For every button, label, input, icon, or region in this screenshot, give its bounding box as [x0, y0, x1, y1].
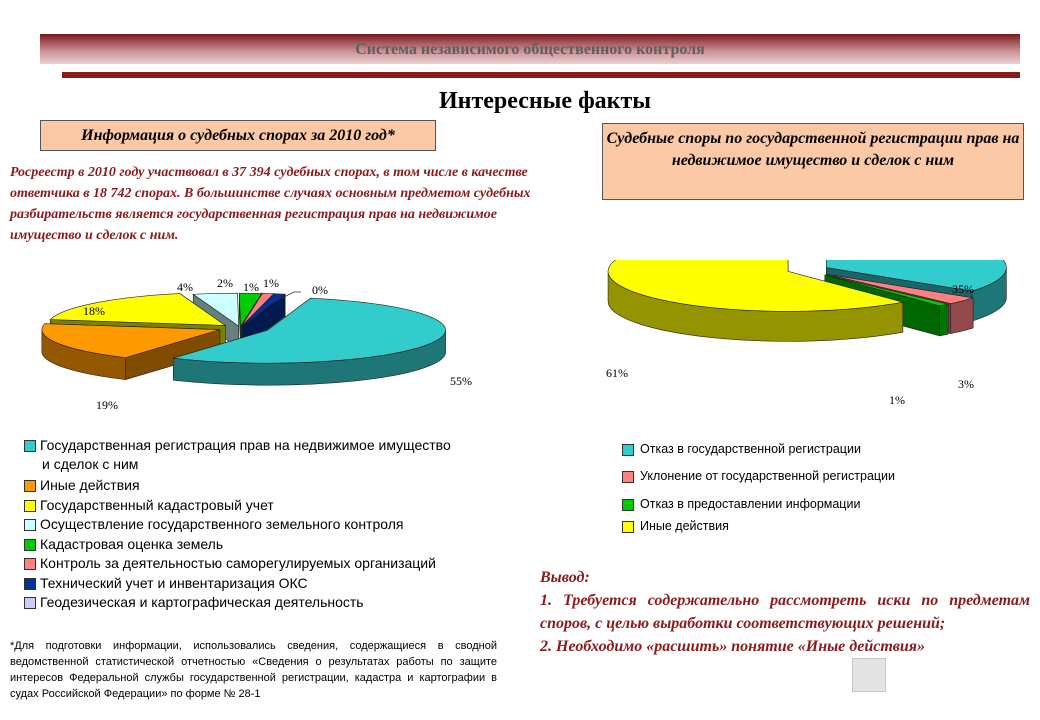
legend-label: Иные действия: [640, 519, 729, 533]
legend-label: Уклонение от государственной регистрации: [640, 469, 896, 483]
conclusion-item: 2. Необходимо «расшить» понятие «Иные действия»: [540, 638, 926, 655]
legend-swatch: [622, 499, 634, 511]
pie-value-label: 4%: [177, 280, 193, 294]
footnote: *Для подготовки информации, использовались сведения, содержащиеся в сводной ведомственной статистической отчетностью «Сведения о результатах работы по защите интересов Федеральной службы государственной регистрации, кадастра и картографии в судах Российской Федерации» по форме № 28-1: [10, 640, 497, 700]
right-section-title: Судебные споры по государственной регистрации прав на недвижимое имущество и сделок с ним: [602, 123, 1024, 200]
legend-label: Государственная регистрация прав на недвижимое имущество: [40, 437, 451, 453]
pie-value-label: 55%: [450, 374, 472, 388]
pie-value-label: 18%: [83, 304, 105, 318]
pie-value-label: 2%: [217, 276, 233, 290]
page-title: Интересные факты: [438, 88, 652, 114]
legend-swatch: [24, 597, 36, 609]
legend-swatch: [24, 440, 36, 452]
legend-swatch: [24, 539, 36, 551]
left-legend: [24, 436, 524, 616]
legend-item: [24, 593, 364, 612]
legend-item: [622, 519, 729, 533]
legend-label: Отказ в предоставлении информации: [640, 497, 861, 511]
legend-label: Государственный кадастровый учет: [40, 497, 274, 513]
navigation-icon[interactable]: [852, 658, 886, 692]
conclusion-heading: Вывод:: [540, 569, 590, 586]
legend-item: [622, 442, 861, 456]
legend-swatch: [24, 578, 36, 590]
legend-label: Иные действия: [40, 477, 140, 493]
legend-label: Отказ в государственной регистрации: [640, 442, 861, 456]
legend-swatch: [622, 471, 634, 483]
legend-item: [24, 574, 308, 593]
legend-item: [24, 554, 436, 573]
intro-text: Росреестр в 2010 году участвовал в 37 394 судебных спорах, в том числе в качестве ответчика в 18 742 спорах. В большинстве случаях основным предметом судебных разбирательств является государственная регистрация прав на недвижимое имущество и сделок с ним.: [10, 165, 531, 243]
pie-value-label: 19%: [96, 398, 118, 412]
legend-swatch: [24, 519, 36, 531]
system-title: Система независимого общественного контроля: [355, 41, 705, 58]
legend-item: [24, 476, 140, 495]
left-section-title: Информация о судебных спорах за 2010 год*: [40, 120, 436, 151]
right-legend: [622, 442, 1022, 542]
legend-label: Кадастровая оценка земель: [40, 536, 224, 552]
conclusion-item: 1. Требуется содержательно рассмотреть иски по предметам споров, с целью выработки соответствующих решений;: [540, 592, 1030, 632]
legend-label: Геодезическая и картографическая деятельность: [40, 594, 364, 610]
pie-slice-side: [951, 298, 973, 334]
legend-swatch: [24, 500, 36, 512]
pie-value-label: 35%: [952, 282, 974, 296]
legend-swatch: [622, 521, 634, 533]
legend-swatch: [24, 480, 36, 492]
legend-label: Технический учет и инвентаризация ОКС: [40, 575, 308, 591]
legend-label: Контроль за деятельностью саморегулируемых организаций: [40, 555, 436, 571]
legend-swatch: [24, 558, 36, 570]
pie-value-label: 0%: [312, 283, 328, 297]
left-pie-chart: [0, 270, 520, 430]
right-pie-group: [606, 260, 1006, 407]
pie-value-label: 1%: [263, 276, 279, 290]
pie-value-label: 3%: [958, 377, 974, 391]
legend-item: [24, 535, 223, 554]
legend-item: [24, 436, 451, 474]
legend-swatch: [622, 444, 634, 456]
legend-label: и сделок с ним: [42, 456, 139, 472]
pie-value-label: 1%: [243, 280, 259, 294]
legend-item: [622, 469, 895, 483]
legend-item: [622, 497, 860, 511]
legend-label: Осуществление государственного земельного контроля: [40, 516, 404, 532]
right-pie-chart: [560, 260, 1030, 410]
pie-value-label: 1%: [889, 393, 905, 407]
legend-item: [24, 515, 404, 534]
conclusion: [540, 566, 1030, 658]
legend-item: [24, 496, 274, 515]
pie-value-label: 61%: [606, 366, 628, 380]
pie-slice-side: [940, 304, 948, 336]
header-rule: [62, 72, 1020, 78]
